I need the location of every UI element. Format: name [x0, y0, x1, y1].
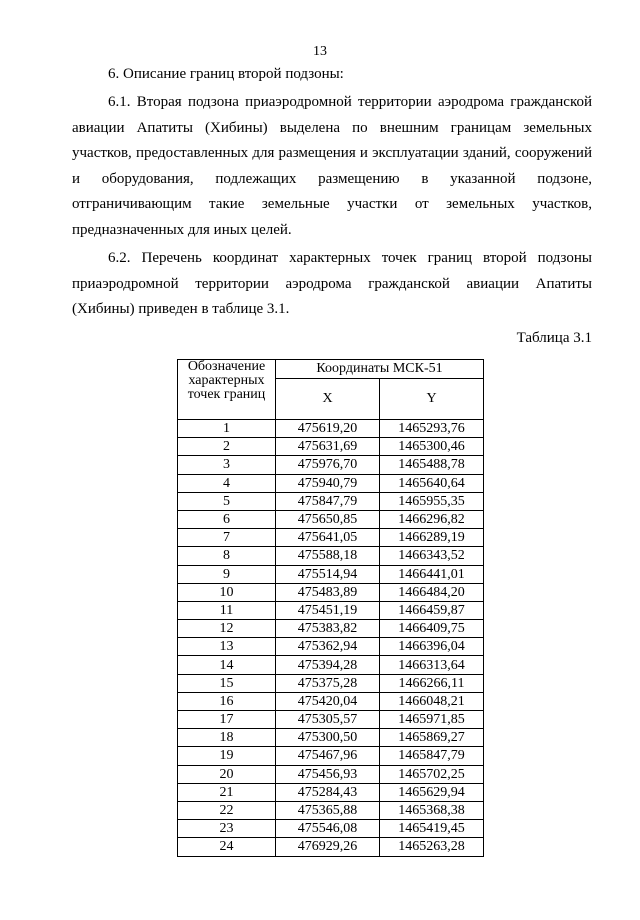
cell-x: 475514,94 — [276, 565, 380, 583]
header-point-designation: Обозначение характерных точек границ — [178, 360, 276, 420]
cell-x: 475420,04 — [276, 692, 380, 710]
table-row — [178, 656, 484, 674]
cell-point-number: 8 — [178, 547, 276, 565]
paragraph-6-2: 6.2. Перечень координат характерных точек границ второй подзоны приаэродромной территории аэродрома гражданской авиации Апатиты (Хибины) приведен в таблице 3.1. — [72, 250, 592, 317]
cell-point-number: 6 — [178, 510, 276, 528]
cell-y: 1465368,38 — [380, 801, 484, 819]
cell-point-number: 17 — [178, 711, 276, 729]
cell-point-number: 11 — [178, 601, 276, 619]
cell-x: 475483,89 — [276, 583, 380, 601]
table-row — [178, 838, 484, 856]
table-row — [178, 492, 484, 510]
cell-x: 475362,94 — [276, 638, 380, 656]
cell-y: 1465955,35 — [380, 492, 484, 510]
table-row — [178, 510, 484, 528]
cell-point-number: 18 — [178, 729, 276, 747]
table-row — [178, 583, 484, 601]
cell-y: 1466296,82 — [380, 510, 484, 528]
cell-point-number: 2 — [178, 438, 276, 456]
table-row — [178, 820, 484, 838]
cell-y: 1465640,64 — [380, 474, 484, 492]
cell-y: 1466441,01 — [380, 565, 484, 583]
table-row — [178, 692, 484, 710]
cell-y: 1465869,27 — [380, 729, 484, 747]
cell-point-number: 12 — [178, 620, 276, 638]
cell-y: 1465488,78 — [380, 456, 484, 474]
cell-point-number: 23 — [178, 820, 276, 838]
table-row — [178, 456, 484, 474]
cell-point-number: 13 — [178, 638, 276, 656]
cell-x: 475365,88 — [276, 801, 380, 819]
cell-y: 1466313,64 — [380, 656, 484, 674]
table-caption: Таблица 3.1 — [516, 330, 592, 346]
table-row — [178, 747, 484, 765]
cell-x: 475300,50 — [276, 729, 380, 747]
cell-point-number: 24 — [178, 838, 276, 856]
cell-x: 475847,79 — [276, 492, 380, 510]
cell-point-number: 20 — [178, 765, 276, 783]
cell-y: 1465300,46 — [380, 438, 484, 456]
cell-y: 1465629,94 — [380, 783, 484, 801]
cell-x: 475650,85 — [276, 510, 380, 528]
table-row — [178, 674, 484, 692]
cell-point-number: 5 — [178, 492, 276, 510]
cell-y: 1466484,20 — [380, 583, 484, 601]
cell-x: 475619,20 — [276, 420, 380, 438]
cell-point-number: 3 — [178, 456, 276, 474]
table-row — [178, 547, 484, 565]
table-row — [178, 601, 484, 619]
cell-x: 475631,69 — [276, 438, 380, 456]
cell-point-number: 22 — [178, 801, 276, 819]
cell-y: 1465847,79 — [380, 747, 484, 765]
table-row — [178, 638, 484, 656]
cell-y: 1465263,28 — [380, 838, 484, 856]
cell-y: 1465702,25 — [380, 765, 484, 783]
table-body — [178, 420, 484, 857]
cell-point-number: 10 — [178, 583, 276, 601]
table-row — [178, 420, 484, 438]
table-row — [178, 620, 484, 638]
cell-y: 1466459,87 — [380, 601, 484, 619]
cell-x: 475456,93 — [276, 765, 380, 783]
table-row — [178, 765, 484, 783]
cell-x: 475467,96 — [276, 747, 380, 765]
table-row — [178, 729, 484, 747]
cell-x: 475588,18 — [276, 547, 380, 565]
cell-y: 1466409,75 — [380, 620, 484, 638]
cell-point-number: 16 — [178, 692, 276, 710]
cell-point-number: 15 — [178, 674, 276, 692]
cell-point-number: 1 — [178, 420, 276, 438]
cell-y: 1466289,19 — [380, 529, 484, 547]
table-row — [178, 783, 484, 801]
table-row — [178, 438, 484, 456]
cell-x: 475383,82 — [276, 620, 380, 638]
cell-y: 1466266,11 — [380, 674, 484, 692]
table-row — [178, 801, 484, 819]
cell-y: 1465971,85 — [380, 711, 484, 729]
cell-y: 1465419,45 — [380, 820, 484, 838]
table-row — [178, 711, 484, 729]
header-y: Y — [380, 379, 484, 420]
cell-point-number: 4 — [178, 474, 276, 492]
page-number: 13 — [313, 44, 327, 59]
cell-x: 475451,19 — [276, 601, 380, 619]
cell-y: 1466343,52 — [380, 547, 484, 565]
cell-x: 475305,57 — [276, 711, 380, 729]
cell-y: 1466396,04 — [380, 638, 484, 656]
section-heading: 6. Описание границ второй подзоны: — [108, 66, 344, 82]
cell-x: 475940,79 — [276, 474, 380, 492]
cell-x: 475641,05 — [276, 529, 380, 547]
paragraph-6-1: 6.1. Вторая подзона приаэродромной территории аэродрома гражданской авиации Апатиты (Хибины) выделена по внешним границам земельных участков, предоставленных для размещения и эксплуатации зданий, сооружений и оборудования, подлежащих размещению в указанной подзоне, отграничивающим такие земельные участки от земельных участков, предназначенных для иных целей. — [72, 94, 592, 238]
cell-point-number: 21 — [178, 783, 276, 801]
cell-x: 475546,08 — [276, 820, 380, 838]
header-x: X — [276, 379, 380, 420]
table-row — [178, 565, 484, 583]
cell-x: 476929,26 — [276, 838, 380, 856]
cell-x: 475394,28 — [276, 656, 380, 674]
header-coordinates-group: Координаты МСК-51 — [276, 360, 484, 379]
cell-point-number: 14 — [178, 656, 276, 674]
cell-x: 475375,28 — [276, 674, 380, 692]
cell-point-number: 7 — [178, 529, 276, 547]
cell-y: 1466048,21 — [380, 692, 484, 710]
cell-y: 1465293,76 — [380, 420, 484, 438]
table-row — [178, 474, 484, 492]
cell-x: 475284,43 — [276, 783, 380, 801]
cell-x: 475976,70 — [276, 456, 380, 474]
table-row — [178, 529, 484, 547]
coordinates-table — [177, 359, 484, 857]
cell-point-number: 9 — [178, 565, 276, 583]
cell-point-number: 19 — [178, 747, 276, 765]
